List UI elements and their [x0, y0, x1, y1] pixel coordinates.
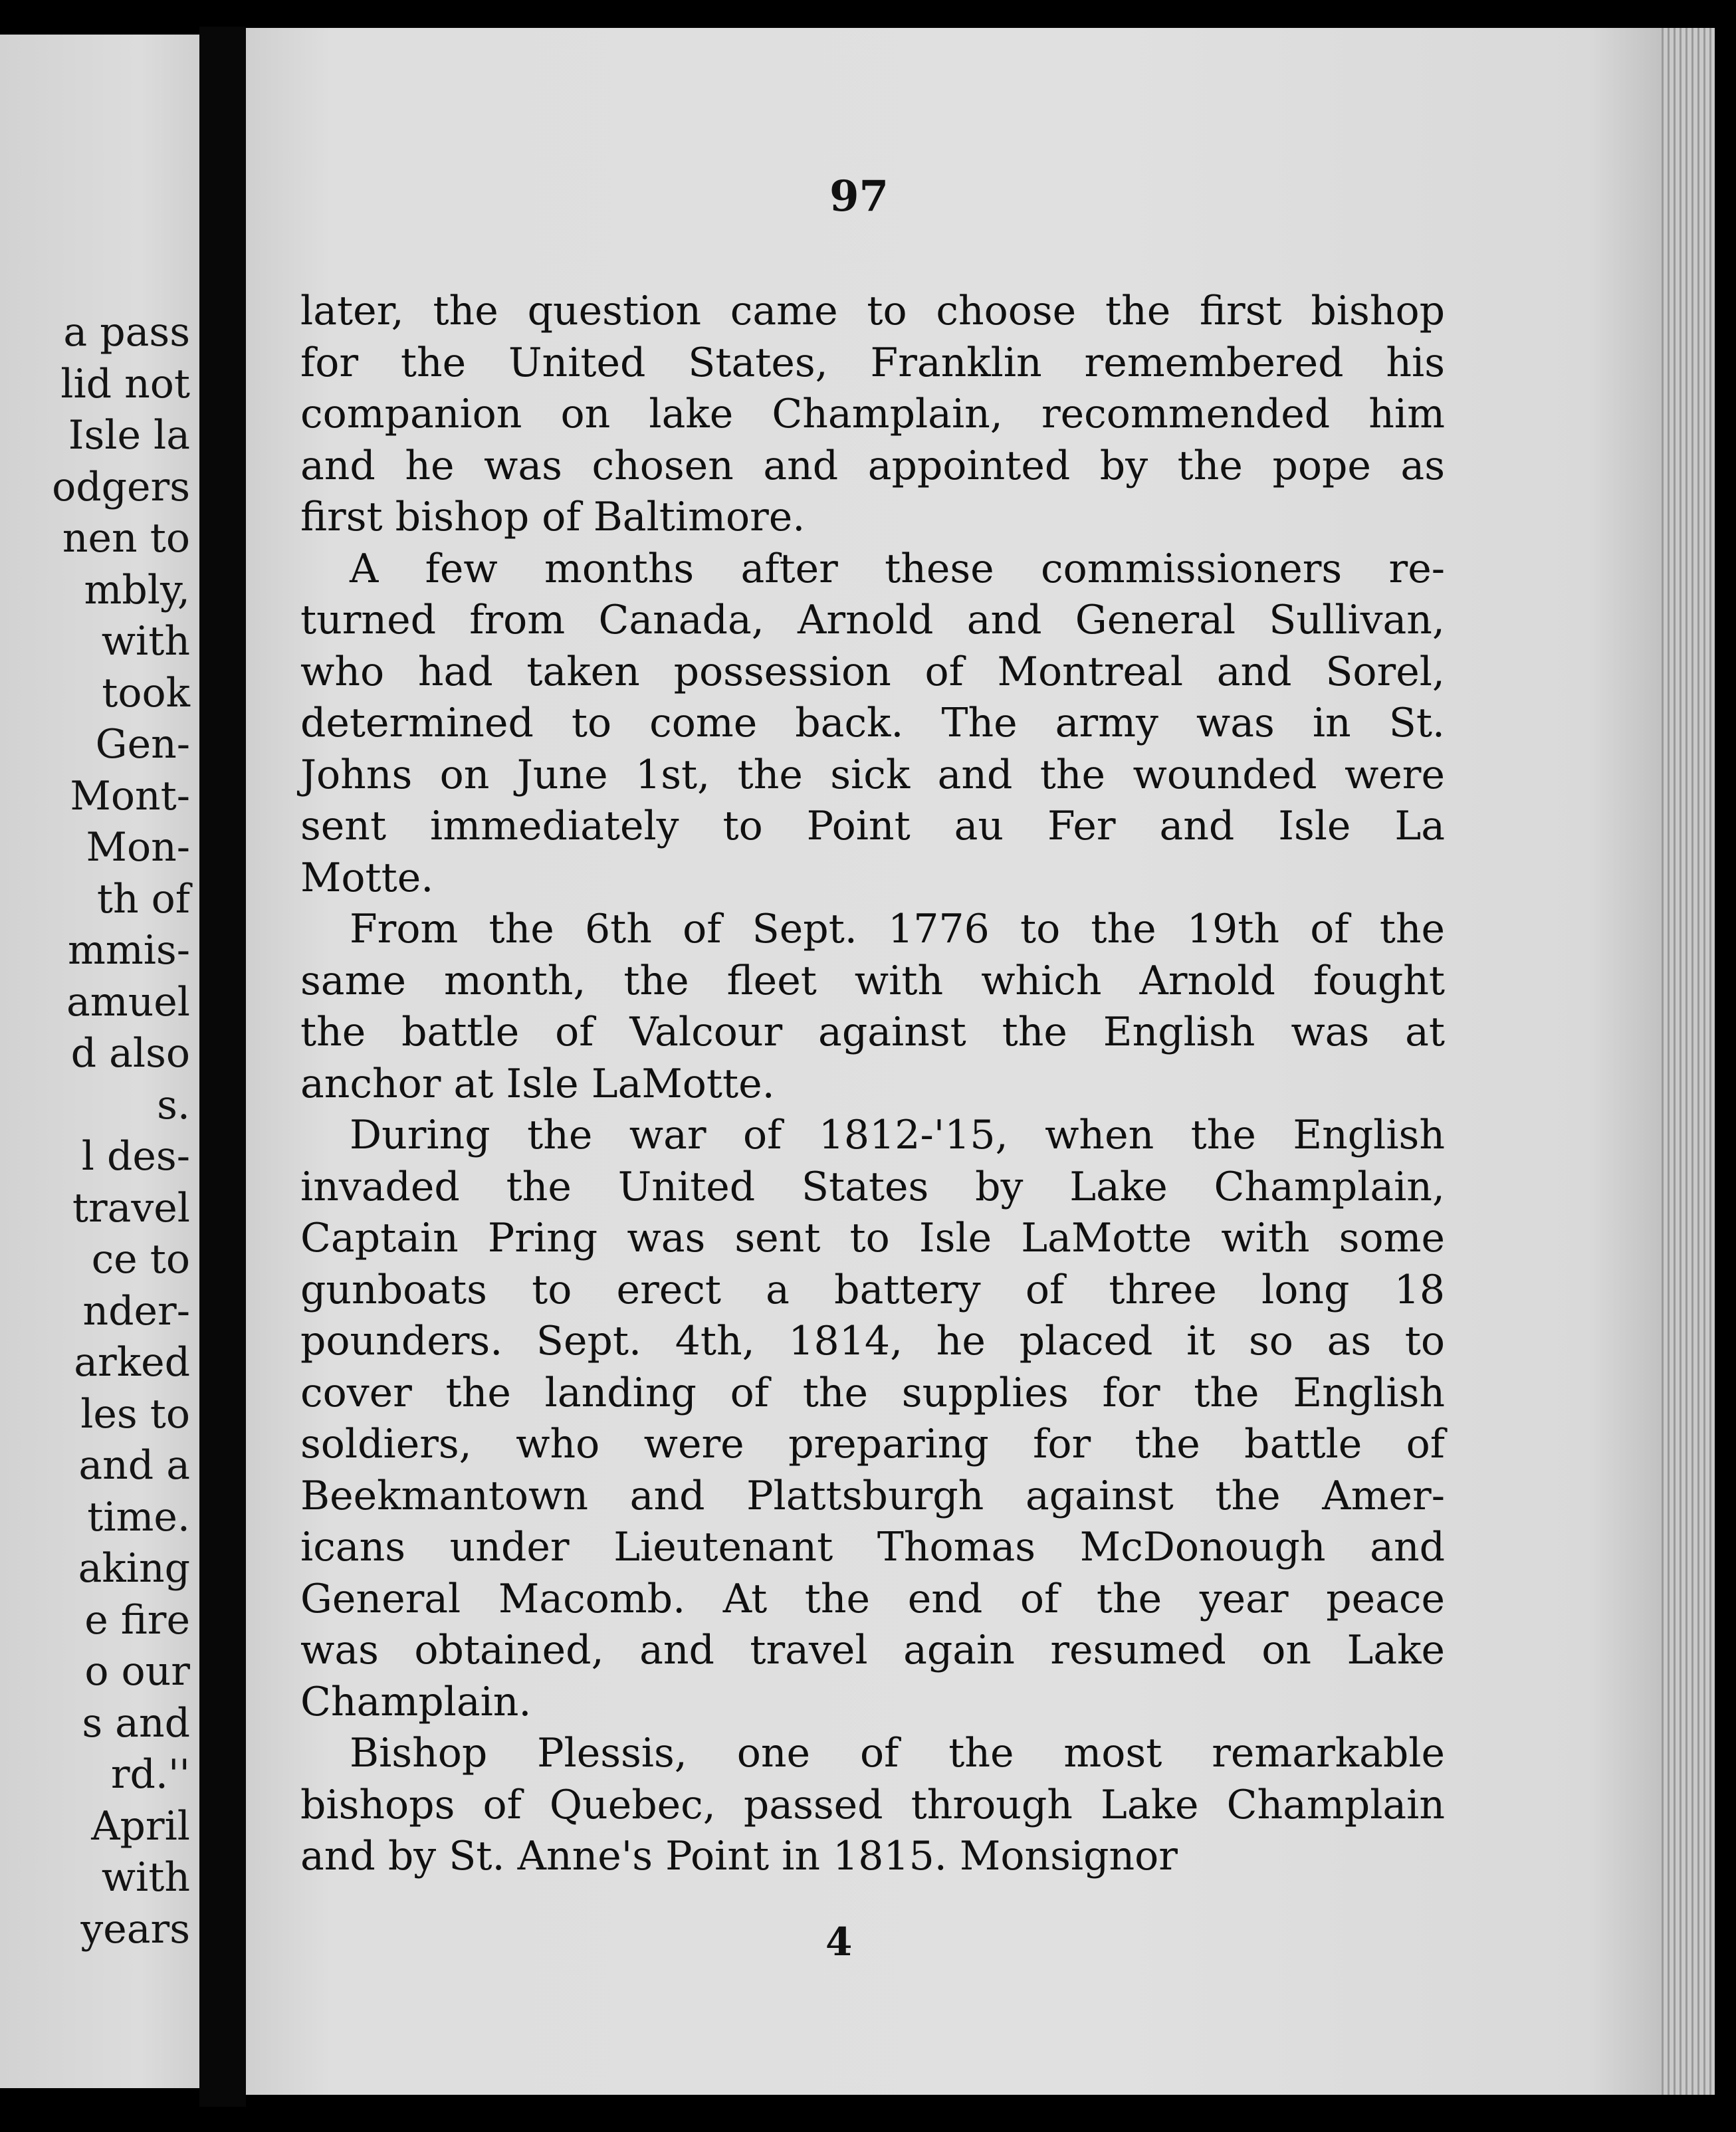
- text-line: icans under Lieutenant Thomas McDonough and: [300, 1524, 1445, 1570]
- paragraph: [300, 286, 1445, 544]
- text-line: gunboats to erect a battery of three long 18: [300, 1266, 1445, 1313]
- previous-page-line: th of: [96, 875, 190, 922]
- paragraph: [300, 904, 1445, 1110]
- text-line: anchor at Isle LaMotte.: [300, 1060, 775, 1107]
- previous-page-line: e fire: [84, 1596, 190, 1644]
- previous-page-edge: [0, 35, 199, 2088]
- previous-page-line: nder-: [82, 1287, 190, 1334]
- previous-page-line: arked: [74, 1339, 190, 1386]
- previous-page-line: odgers: [52, 463, 190, 510]
- previous-page-line: mbly,: [84, 566, 190, 613]
- previous-page-line: o our: [84, 1648, 190, 1695]
- text-line: and he was chosen and appointed by the pope as: [300, 442, 1445, 489]
- previous-page-line: travel: [72, 1184, 190, 1231]
- previous-page-line: Isle la: [68, 412, 190, 459]
- text-line: Champlain.: [300, 1678, 532, 1725]
- previous-page-line: aking: [78, 1545, 190, 1592]
- text-line: Bishop Plessis, one of the most remarkable: [350, 1730, 1445, 1776]
- previous-page-line: les to: [80, 1390, 190, 1438]
- page-number: 97: [829, 171, 889, 221]
- text-line: who had taken possession of Montreal and Sorel,: [300, 648, 1445, 695]
- previous-page-text: [52, 307, 190, 1955]
- previous-page-line: Mont-: [70, 772, 190, 819]
- text-line: bishops of Quebec, passed through Lake Champlain: [300, 1781, 1445, 1828]
- previous-page-line: years: [80, 1905, 190, 1953]
- text-line: cover the landing of the supplies for the English: [300, 1369, 1445, 1416]
- text-line: invaded the United States by Lake Champlain,: [300, 1163, 1445, 1210]
- previous-page-line: Mon-: [86, 824, 190, 871]
- book-gutter: [199, 27, 246, 2107]
- text-line: was obtained, and travel again resumed on Lake: [300, 1627, 1445, 1673]
- text-line: companion on lake Champlain, recommended him: [300, 391, 1445, 437]
- text-line: pounders. Sept. 4th, 1814, he placed it so as to: [300, 1318, 1445, 1364]
- previous-page-line: l des-: [81, 1133, 190, 1180]
- text-line: Captain Pring was sent to Isle LaMotte with some: [300, 1215, 1445, 1261]
- previous-page-line: s and: [82, 1699, 190, 1747]
- previous-page-line: s.: [157, 1081, 190, 1128]
- previous-page-line: with: [101, 618, 190, 665]
- previous-page-line: with: [101, 1854, 190, 1901]
- text-line: Beekmantown and Plattsburgh against the Amer-: [300, 1472, 1445, 1519]
- text-line: soldiers, who were preparing for the battle of: [300, 1421, 1445, 1467]
- text-line: for the United States, Franklin remembered his: [300, 339, 1445, 386]
- text-line: Johns on June 1st, the sick and the wounded were: [300, 751, 1445, 798]
- text-line: During the war of 1812-'15, when the English: [350, 1112, 1445, 1158]
- previous-page-line: time.: [87, 1493, 190, 1541]
- previous-page-line: nen to: [62, 515, 190, 562]
- previous-page-line: mmis-: [67, 927, 190, 974]
- previous-page-line: took: [102, 669, 190, 716]
- previous-page-line: a pass: [63, 309, 190, 356]
- text-line: A few months after these commissioners re-: [350, 545, 1445, 592]
- text-line: same month, the fleet with which Arnold fought: [300, 957, 1445, 1004]
- text-line: first bishop of Baltimore.: [300, 494, 806, 540]
- previous-page-line: and a: [78, 1442, 190, 1489]
- previous-page-line: April: [91, 1802, 190, 1850]
- text-line: and by St. Anne's Point in 1815. Monsignor: [300, 1833, 1178, 1879]
- text-line: the battle of Valcour against the English was at: [300, 1009, 1445, 1055]
- paragraph: [300, 1110, 1445, 1728]
- previous-page-line: lid not: [60, 360, 190, 407]
- signature-mark: 4: [825, 1919, 853, 1965]
- text-line: General Macomb. At the end of the year peace: [300, 1575, 1445, 1622]
- previous-page-line: amuel: [66, 978, 190, 1025]
- previous-page-line: d also: [70, 1030, 190, 1077]
- page-stack-edges: [1662, 28, 1715, 2095]
- previous-page-line: rd.'': [110, 1751, 190, 1798]
- page-body-text: [300, 286, 1445, 1883]
- text-line: sent immediately to Point au Fer and Isle La: [300, 803, 1445, 849]
- paragraph: [300, 544, 1445, 905]
- previous-page-line: ce to: [91, 1236, 190, 1283]
- text-line: From the 6th of Sept. 1776 to the 19th of the: [350, 906, 1445, 952]
- text-line: later, the question came to choose the first bishop: [300, 288, 1445, 334]
- previous-page-line: Gen-: [95, 721, 190, 768]
- text-line: determined to come back. The army was in St.: [300, 700, 1445, 746]
- text-line: Motte.: [300, 854, 434, 901]
- text-line: turned from Canada, Arnold and General Sullivan,: [300, 597, 1445, 643]
- paragraph: [300, 1728, 1445, 1883]
